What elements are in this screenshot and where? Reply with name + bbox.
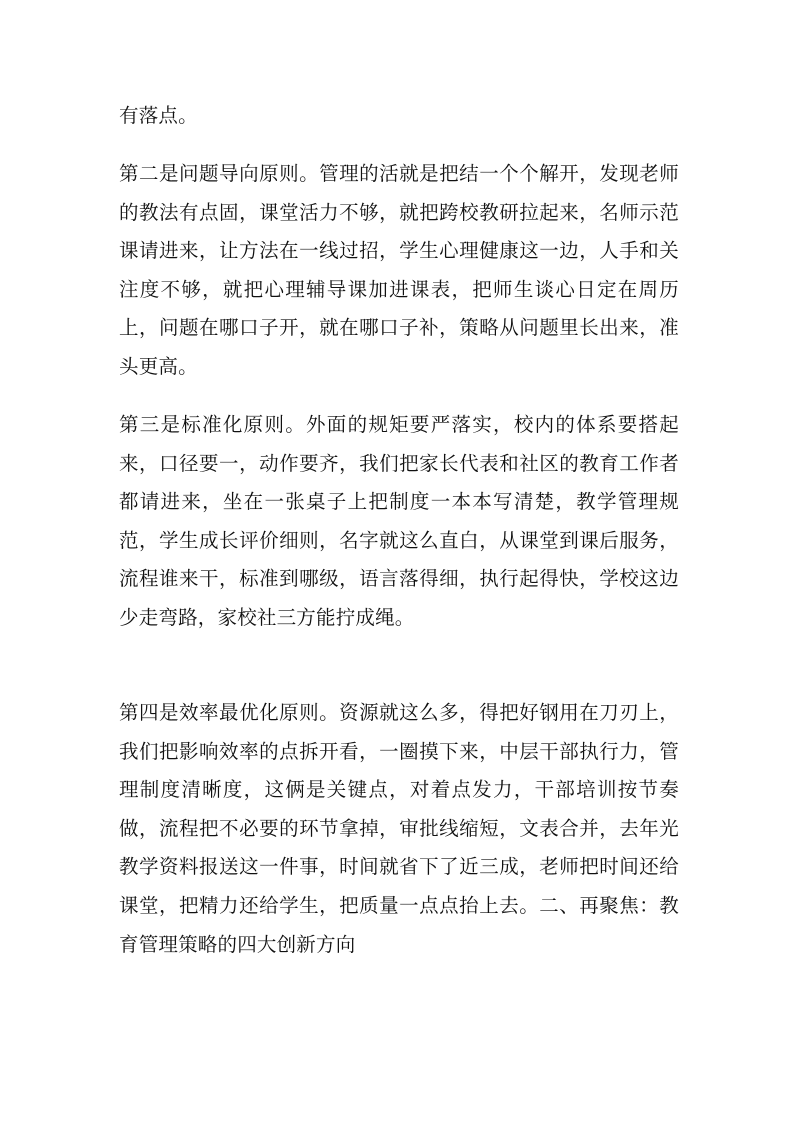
paragraph-standardization-principle: 第三是标准化原则。外面的规矩要严落实，校内的体系要搭起来，口径要一，动作要齐，我们把家长代表和社区的教育工作者都请进来，坐在一张桌子上把制度一本本写清楚，教学管理规范，学生成长评价细则，名字就这么直白，从课堂到课后服务，流程谁来干，标准到哪级，语言落得细，执行起得快，学校这边少走弯路，家校社三方能拧成绳。: [119, 413, 679, 629]
paragraph-continuation: 有落点。: [119, 104, 198, 127]
paragraph-efficiency-optimization-principle: 第四是效率最优化原则。资源就这么多，得把好钢用在刀刃上，我们把影响效率的点拆开看，一圈摸下来，中层干部执行力，管理制度清晰度，这俩是关键点，对着点发力，干部培训按节奏做，流程把不必要的环节拿掉，审批线缩短，文表合并，去年光教学资料报送这一件事，时间就省下了近三成，老师把时间还给课堂，把精力还给学生，把质量一点点抬上去。二、再聚焦：教育管理策略的四大创新方向: [119, 701, 679, 956]
paragraph-problem-oriented-principle: 第二是问题导向原则。管理的活就是把结一个个解开，发现老师的教法有点固，课堂活力不够，就把跨校教研拉起来，名师示范课请进来，让方法在一线过招，学生心理健康这一边，人手和关注度不够，就把心理辅导课加进课表，把师生谈心日定在周历上，问题在哪口子开，就在哪口子补，策略从问题里长出来，准头更高。: [119, 162, 679, 378]
